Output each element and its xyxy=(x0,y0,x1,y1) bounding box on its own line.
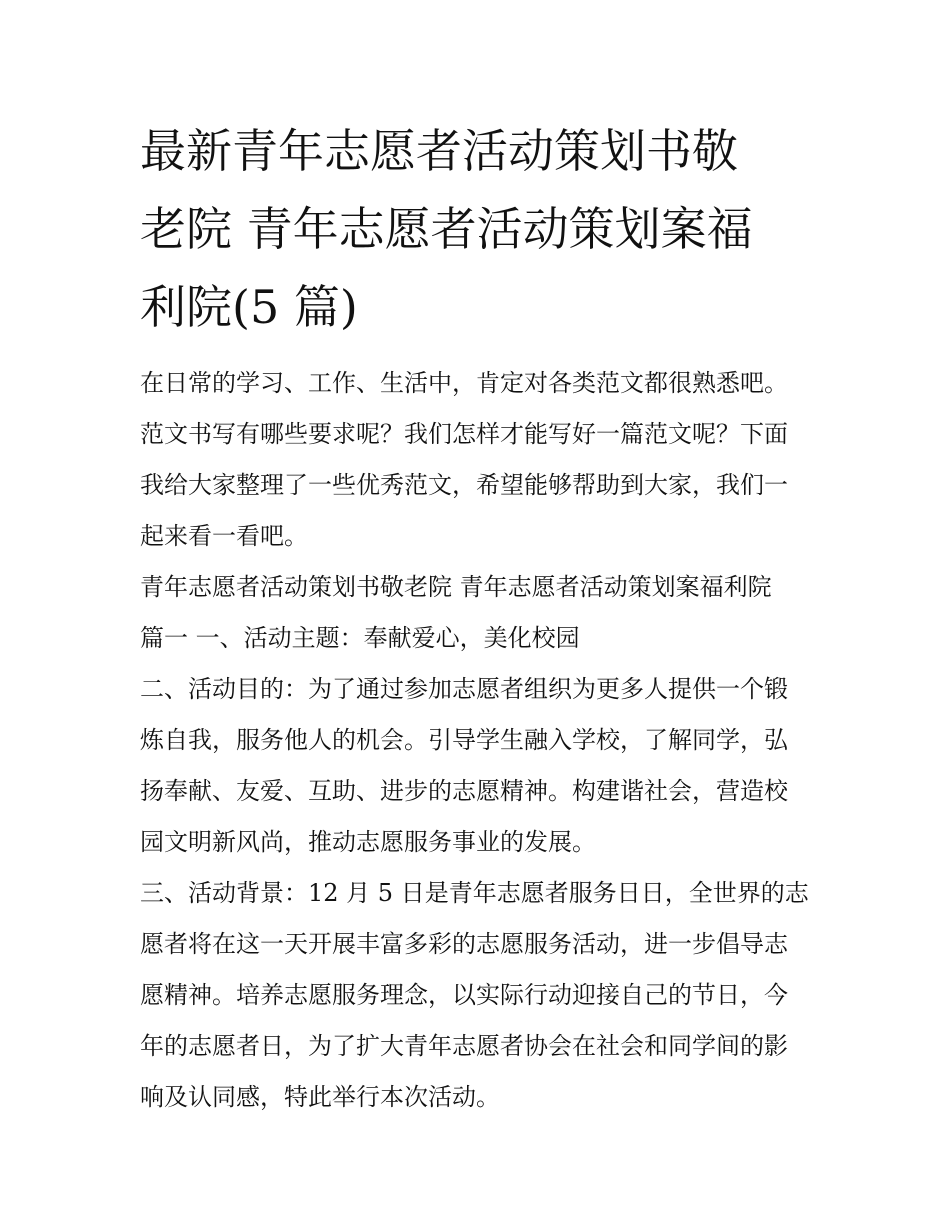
body-line: 起来看一看吧。 xyxy=(140,522,308,550)
body-line: 范文书写有哪些要求呢？我们怎样才能写好一篇范文呢？下面 xyxy=(140,420,788,448)
body-line: 扬奉献、友爱、互助、进步的志愿精神。构建谐社会，营造校 xyxy=(140,777,788,805)
document-title xyxy=(140,112,820,346)
body-line: 我给大家整理了一些优秀范文，希望能够帮助到大家，我们一 xyxy=(140,471,788,499)
body-line: 青年志愿者活动策划书敬老院 青年志愿者活动策划案福利院 xyxy=(140,573,772,601)
body-line: 在日常的学习、工作、生活中，肯定对各类范文都很熟悉吧。 xyxy=(140,369,788,397)
body-line: 园文明新风尚，推动志愿服务事业的发展。 xyxy=(140,828,596,856)
body-line: 愿者将在这一天开展丰富多彩的志愿服务活动，进一步倡导志 xyxy=(140,930,788,958)
body-line: 愿精神。培养志愿服务理念，以实际行动迎接自己的节日，今 xyxy=(140,981,788,1009)
body-line: 二、活动目的：为了通过参加志愿者组织为更多人提供一个锻 xyxy=(140,675,788,703)
title-line: 老院 青年志愿者活动策划案福 xyxy=(140,202,753,256)
body-line: 年的志愿者日，为了扩大青年志愿者协会在社会和同学间的影 xyxy=(140,1032,788,1060)
body-line: 三、活动背景：12 月 5 日是青年志愿者服务日日，全世界的志 xyxy=(140,879,809,907)
title-line: 利院(5 篇) xyxy=(140,280,358,334)
document-body xyxy=(140,358,830,1123)
body-line: 篇一 一、活动主题：奉献爱心，美化校园 xyxy=(140,624,580,652)
body-line: 炼自我，服务他人的机会。引导学生融入学校，了解同学，弘 xyxy=(140,726,788,754)
title-line: 最新青年志愿者活动策划书敬 xyxy=(140,124,738,178)
body-line: 响及认同感，特此举行本次活动。 xyxy=(140,1083,500,1111)
